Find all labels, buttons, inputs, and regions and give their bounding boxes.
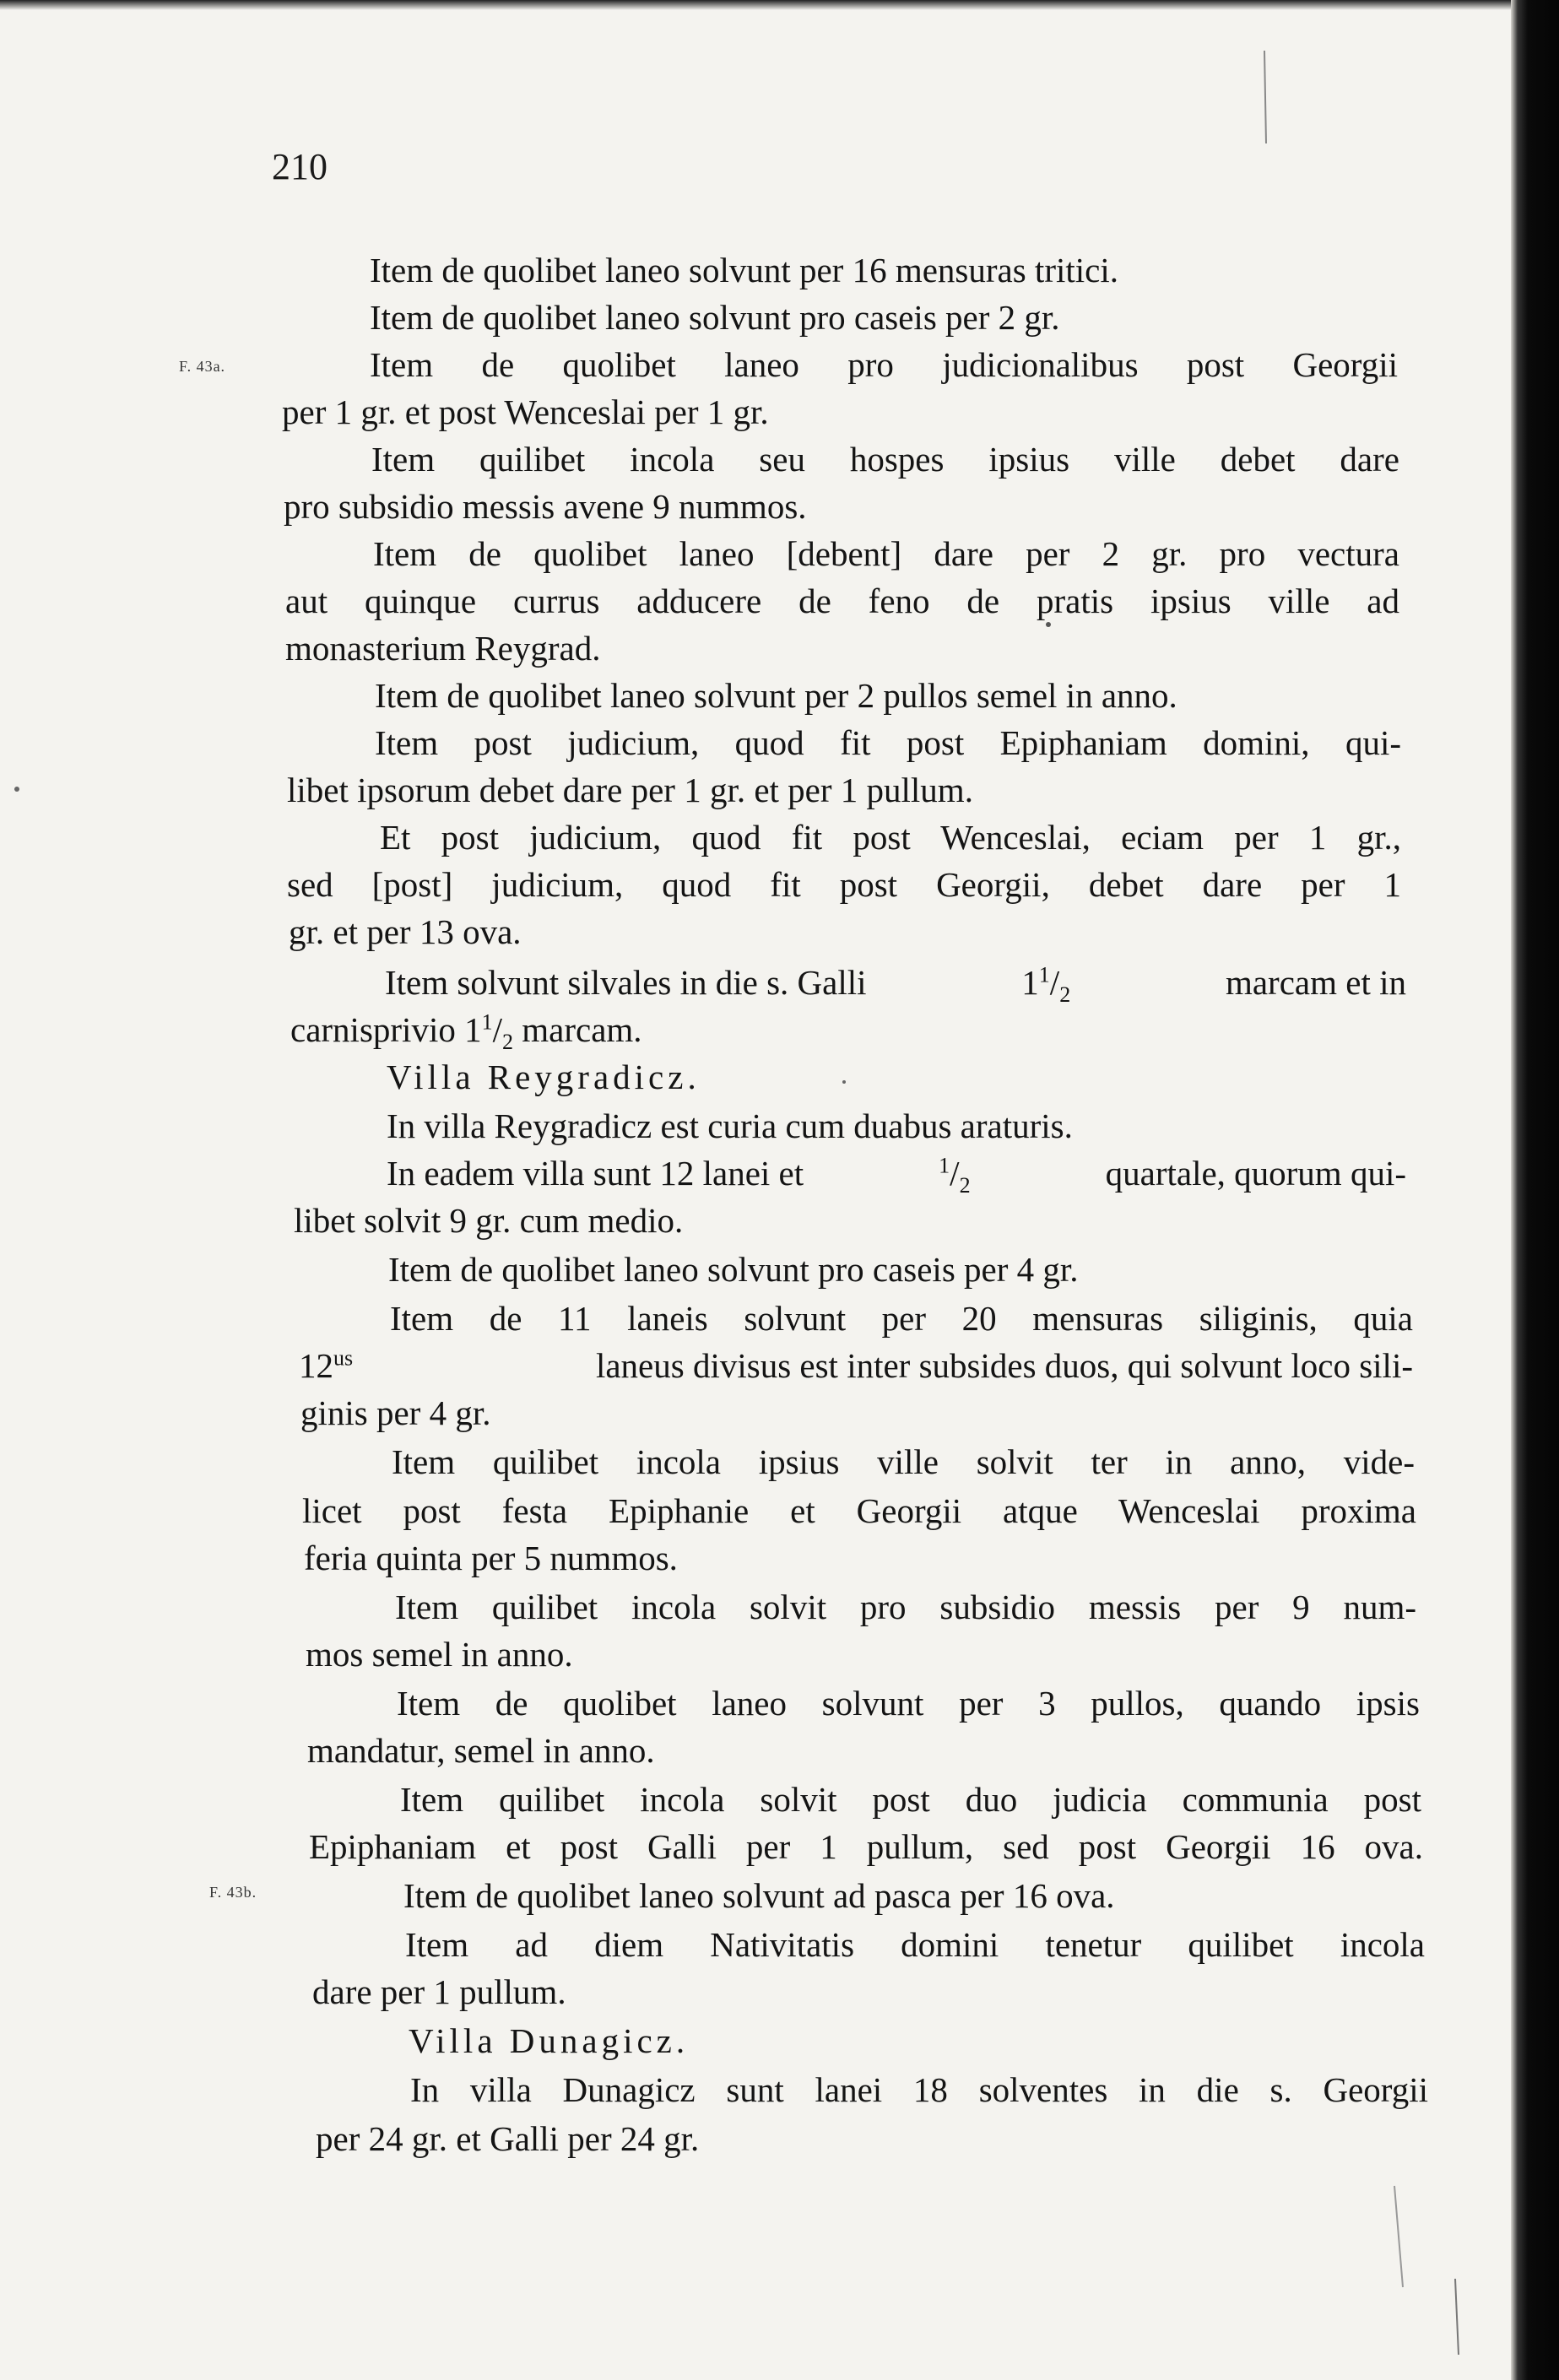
- text-line: Item de quolibet laneo solvunt pro caseis per 4 gr.: [388, 1250, 1079, 1289]
- text-line: Item de quolibet laneo solvunt per 3 pullos, quando ipsis: [397, 1684, 1420, 1723]
- text-segment: Item solvunt silvales in die s. Galli: [385, 963, 867, 1002]
- scan-speck: [1046, 622, 1051, 627]
- text-line: per 24 gr. et Galli per 24 gr.: [316, 2119, 700, 2158]
- text-line: gr. et per 13 ova.: [289, 912, 522, 951]
- text-line: Item de quolibet laneo solvunt ad pasca per 16 ova.: [403, 1876, 1115, 1915]
- page-number: 210: [272, 146, 327, 187]
- folio-note-43a: F. 43a.: [179, 358, 226, 375]
- section-heading-villa-dunagicz: Villa Dunagicz.: [409, 2021, 690, 2060]
- text-segment: $12^{us}$: [299, 1345, 354, 1385]
- scan-scratch: [1455, 2279, 1459, 2355]
- text-line: libet ipsorum debet dare per 1 gr. et per 1 pullum.: [287, 771, 973, 809]
- text-line: pro subsidio messis avene 9 nummos.: [284, 487, 807, 526]
- page-binding-shadow: [1511, 0, 1559, 2380]
- text-line: Item de quolibet laneo solvunt per 2 pullos semel in anno.: [375, 676, 1177, 715]
- text-line: mandatur, semel in anno.: [307, 1731, 655, 1770]
- fraction-one-and-half: $1^1/_2$: [464, 1009, 513, 1055]
- text-segment: carnisprivio: [290, 1010, 456, 1049]
- text-line: sed [post] judicium, quod fit post Georgii, debet dare per 1: [287, 865, 1401, 904]
- scan-speck: [14, 787, 19, 792]
- text-line: Item quilibet incola solvit pro subsidio messis per 9 num-: [395, 1588, 1416, 1626]
- text-line: feria quinta per 5 nummos.: [304, 1539, 678, 1577]
- text-line: Item quilibet incola ipsius ville solvit ter in anno, vide-: [392, 1442, 1415, 1481]
- text-line: ginis per 4 gr.: [300, 1393, 491, 1432]
- text-line: licet post festa Epiphanie et Georgii atque Wenceslai proxima: [302, 1491, 1416, 1530]
- text-line: dare per 1 pullum.: [312, 1972, 566, 2011]
- text-line: Item quilibet incola seu hospes ipsius ville debet dare: [371, 440, 1399, 479]
- text-line: In villa Reygradicz est curia cum duabus araturis.: [387, 1106, 1073, 1145]
- text-line: Et post judicium, quod fit post Wenceslai, eciam per 1 gr.,: [380, 818, 1401, 857]
- text-line: In villa Dunagicz sunt lanei 18 solventes in die s. Georgii: [410, 2070, 1428, 2109]
- text-segment: laneus divisus est inter subsides duos, qui solvunt loco sili-: [595, 1346, 1413, 1385]
- text-line: Item de quolibet laneo pro judicionalibus post Georgii: [370, 345, 1398, 384]
- text-segment: quartale, quorum qui-: [1105, 1154, 1406, 1193]
- scan-speck: [842, 1080, 846, 1084]
- folio-note-43b: F. 43b.: [209, 1884, 257, 1901]
- text-line: Item de 11 laneis solvunt per 20 mensuras siliginis, quia: [390, 1299, 1413, 1338]
- text-line: monasterium Reygrad.: [285, 629, 601, 668]
- text-segment: marcam et in: [1225, 963, 1406, 1002]
- text-line: Item post judicium, quod fit post Epiphaniam domini, qui-: [375, 723, 1401, 762]
- text-line: aut quinque currus adducere de feno de pratis ipsius ville ad: [285, 581, 1399, 620]
- text-line: mos semel in anno.: [306, 1635, 573, 1674]
- text-line: Item quilibet incola solvit post duo judicia communia post: [400, 1780, 1421, 1819]
- text-line: Item de quolibet laneo solvunt per 16 mensuras tritici.: [370, 251, 1118, 289]
- text-line: Epiphaniam et post Galli per 1 pullum, sed post Georgii 16 ova.: [309, 1827, 1423, 1866]
- section-heading-villa-reygradicz: Villa Reygradicz.: [387, 1057, 701, 1096]
- text-segment: In eadem villa sunt 12 lanei et: [387, 1154, 804, 1193]
- scan-scratch: [1264, 51, 1266, 143]
- text-segment: marcam.: [522, 1010, 642, 1049]
- scan-scratch: [1394, 2186, 1403, 2287]
- text-line: libet solvit 9 gr. cum medio.: [294, 1201, 684, 1240]
- text-line: Item de quolibet laneo [debent] dare per 2 gr. pro vectura: [373, 534, 1399, 573]
- fraction-one-and-half: $1^1/_2$: [1021, 962, 1071, 1008]
- text-line: per 1 gr. et post Wenceslai per 1 gr.: [282, 392, 769, 431]
- text-line: Item de quolibet laneo solvunt pro caseis per 2 gr.: [370, 298, 1060, 337]
- fraction-half: $^1/_2$: [939, 1153, 971, 1198]
- text-line: Item ad diem Nativitatis domini tenetur quilibet incola: [405, 1925, 1425, 1964]
